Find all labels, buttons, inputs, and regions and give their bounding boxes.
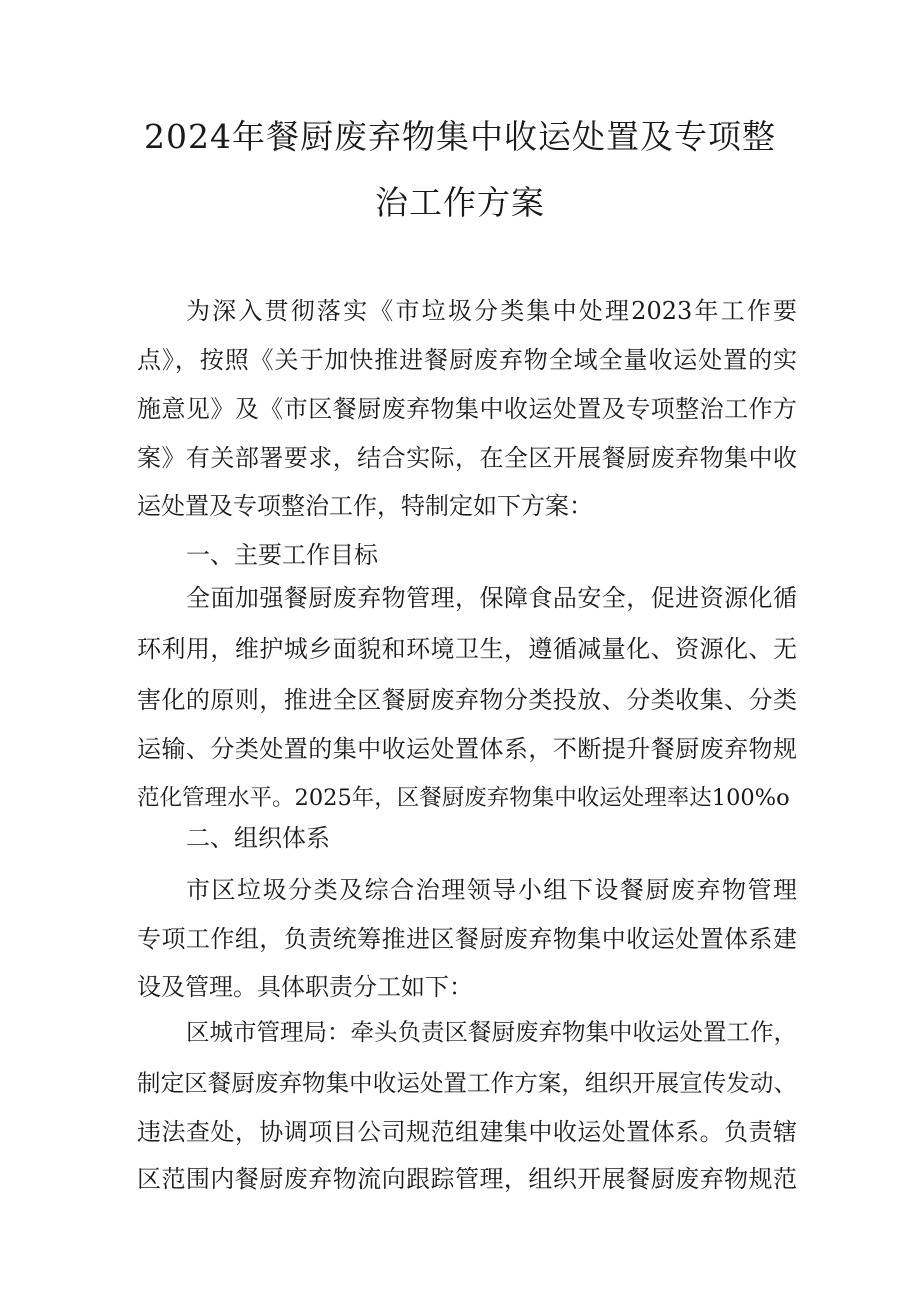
paragraph-org-line-2: 专项工作组，负责统筹推进区餐厨废弃物集中收运处置体系建 <box>137 925 797 953</box>
document-title-line-2: 治工作方案 <box>375 183 545 222</box>
paragraph-org-line-3: 设及管理。具体职责分工如下： <box>137 973 473 1001</box>
section-heading-1: 一、主要工作目标 <box>186 541 378 569</box>
document-title-line-1: 2024年餐厨废弃物集中收运处置及专项整 <box>144 117 776 156</box>
paragraph-intro-line-3: 施意见》及《市区餐厨废弃物集中收运处置及专项整治工作方 <box>137 395 797 423</box>
paragraph-duties-line-2: 制定区餐厨废弃物集中收运处置工作方案，组织开展宣传发动、 <box>137 1069 797 1097</box>
paragraph-org-line-1: 市区垃圾分类及综合治理领导小组下设餐厨废弃物管理 <box>186 876 797 904</box>
section-heading-2: 二、组织体系 <box>186 824 330 852</box>
paragraph-goals-line-2: 环利用，维护城乡面貌和环境卫生，遵循减量化、资源化、无 <box>137 635 797 663</box>
paragraph-goals-line-4: 运输、分类处置的集中收运处置体系，不断提升餐厨废弃物规 <box>137 735 797 763</box>
paragraph-intro-line-4: 案》有关部署要求，结合实际，在全区开展餐厨废弃物集中收 <box>137 444 797 472</box>
paragraph-duties-line-3: 违法查处，协调项目公司规范组建集中收运处置体系。负责辖 <box>137 1118 797 1146</box>
paragraph-goals-line-1: 全面加强餐厨废弃物管理，保障食品安全，促进资源化循 <box>186 584 797 612</box>
paragraph-duties-line-1: 区城市管理局：牵头负责区餐厨废弃物集中收运处置工作， <box>186 1018 797 1046</box>
paragraph-intro-line-2: 点》，按照《关于加快推进餐厨废弃物全域全量收运处置的实 <box>137 346 797 374</box>
paragraph-intro-line-5: 运处置及专项整治工作，特制定如下方案： <box>137 492 593 520</box>
paragraph-duties-line-4: 区范围内餐厨废弃物流向跟踪管理，组织开展餐厨废弃物规范 <box>137 1165 797 1193</box>
paragraph-goals-line-5: 范化管理水平。2025年，区餐厨废弃物集中收运处理率达100%o <box>137 785 790 811</box>
paragraph-goals-line-3: 害化的原则，推进全区餐厨废弃物分类投放、分类收集、分类 <box>137 686 797 714</box>
paragraph-intro-line-1: 为深入贯彻落实《市垃圾分类集中处理2023年工作要 <box>186 297 797 325</box>
